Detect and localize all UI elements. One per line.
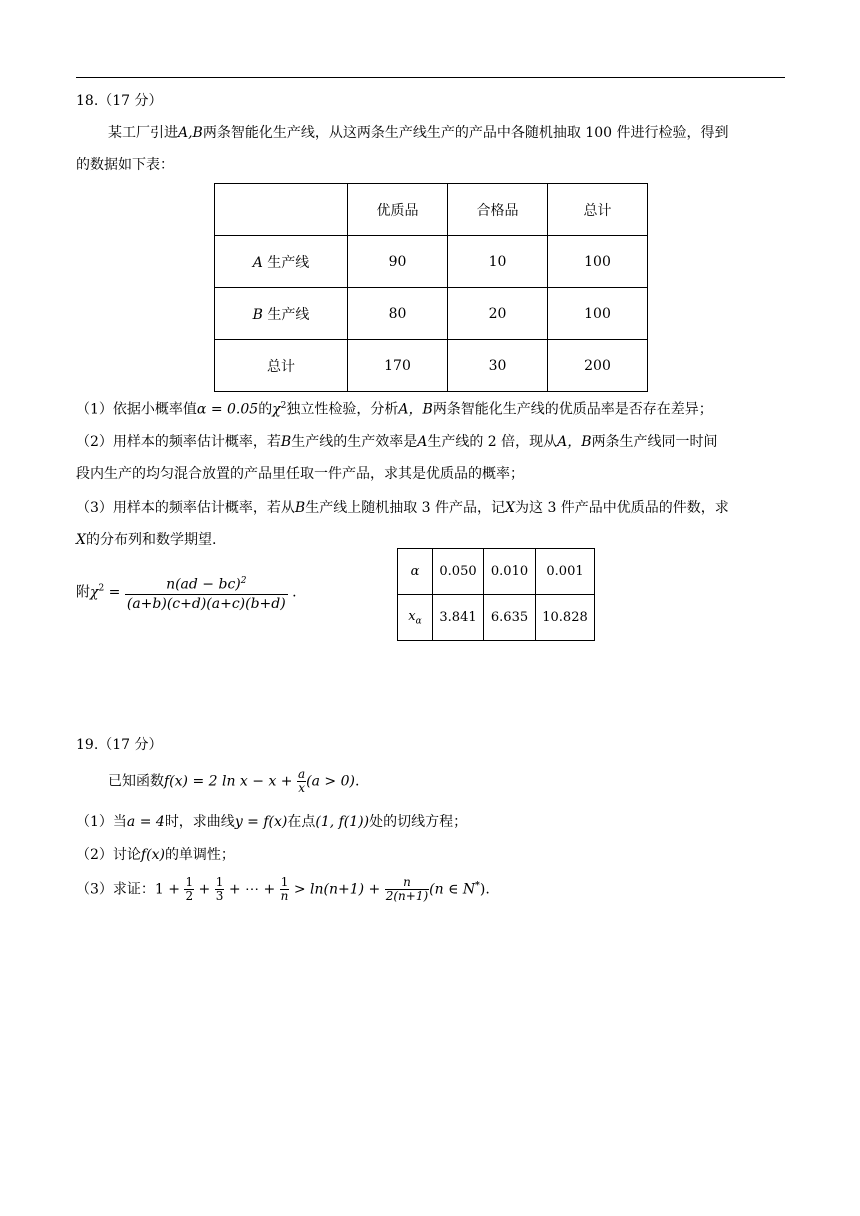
table-cell: 10.828: [536, 595, 595, 641]
table-cell: 30: [448, 340, 548, 392]
table-cell: 200: [548, 340, 648, 392]
q18-part3-line2: X的分布列和数学期望.: [76, 532, 217, 548]
table-cell: 6.635: [484, 595, 536, 641]
contingency-table: [214, 183, 648, 392]
critical-value-table: [397, 548, 595, 641]
x-alpha-label: $x_\alpha$: [398, 595, 433, 641]
table-cell: 10: [448, 236, 548, 288]
table-cell: 90: [348, 236, 448, 288]
q19-part1: （1）当a = 4时，求曲线y = f(x)在点(1, f(1))处的切线方程；: [76, 814, 468, 830]
table-header-cell: 优质品: [348, 184, 448, 236]
table-cell: 170: [348, 340, 448, 392]
chi-square-formula: 附$\chi^2$ = $\frac{n(ad - bc)^2}{(a+b)(c+d)(a+c)(b+d)}$ .: [76, 572, 297, 613]
table-cell: 0.001: [536, 549, 595, 595]
table-row: [398, 549, 595, 595]
table-cell: 80: [348, 288, 448, 340]
q19-intro: 已知函数f(x) = 2 ln x − x + $\frac{a}{x}$ (a > 0).: [108, 767, 360, 795]
table-header-cell: [215, 184, 348, 236]
table-cell: 0.050: [433, 549, 484, 595]
q19-part2: （2）讨论f(x)的单调性；: [76, 847, 235, 863]
row-label: A 生产线: [215, 236, 348, 288]
row-label: 总计: [215, 340, 348, 392]
table-cell: 3.841: [433, 595, 484, 641]
table-row: [215, 340, 648, 392]
alpha-label: α: [398, 549, 433, 595]
q18-part3-line1: （3）用样本的频率估计概率，若从B生产线上随机抽取 3 件产品，记X为这 3 件产品中优质品的件数，求: [76, 500, 729, 516]
table-row: [215, 236, 648, 288]
table-header-cell: 合格品: [448, 184, 548, 236]
table-cell: 100: [548, 288, 648, 340]
q18-header: 18.（17 分）: [76, 93, 163, 109]
row-label: B 生产线: [215, 288, 348, 340]
table-row: [398, 595, 595, 641]
table-header-cell: 总计: [548, 184, 648, 236]
table-cell: 100: [548, 236, 648, 288]
table-header-row: [215, 184, 648, 236]
q18-intro-line1: 某工厂引进A,B两条智能化生产线，从这两条生产线生产的产品中各随机抽取 100 件进行检验，得到: [108, 125, 729, 141]
table-cell: 20: [448, 288, 548, 340]
table-cell: 0.010: [484, 549, 536, 595]
q18-intro-line2: 的数据如下表：: [76, 157, 174, 173]
q18-part2-line2: 段内生产的均匀混合放置的产品里任取一件产品，求其是优质品的概率；: [76, 466, 524, 482]
q18-part1: （1）依据小概率值α = 0.05的$\chi^2$独立性检验，分析A，B两条智能化生产线的优质品率是否存在差异；: [76, 401, 713, 418]
table-row: [215, 288, 648, 340]
q18-part2-line1: （2）用样本的频率估计概率，若B生产线的生产效率是A生产线的 2 倍，现从A，B两条生产线同一时间: [76, 434, 718, 450]
q19-header: 19.（17 分）: [76, 737, 163, 753]
q19-part3: （3）求证：1 + $\frac{1}{2}$ + $\frac{1}{3}$ + ⋯ + $\frac{1}{n}$ > ln(n+1) + $\frac{n}{2(n+1)}$ (n ∈ N*).: [76, 875, 490, 903]
top-rule: [76, 77, 785, 78]
